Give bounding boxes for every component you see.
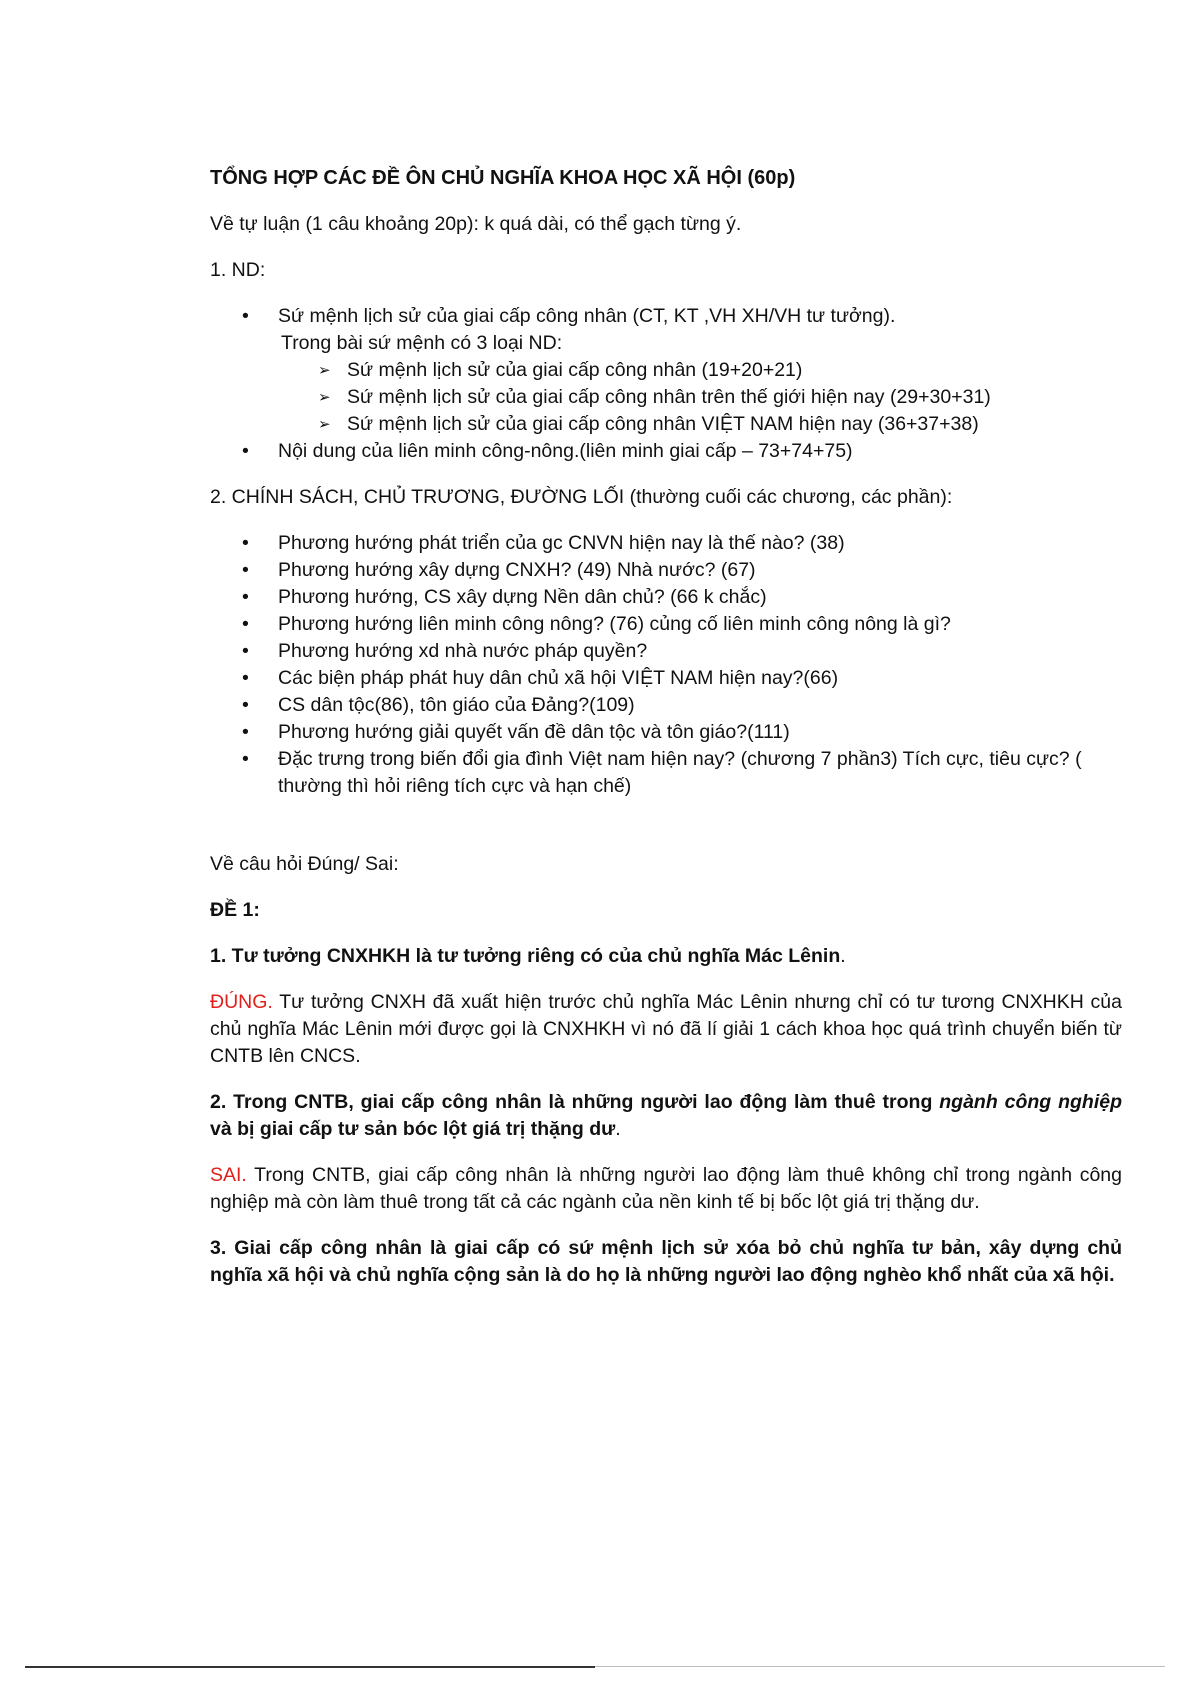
question-1-text: 1. Tư tưởng CNXHKH là tư tưởng riêng có của chủ nghĩa Mác Lênin: [210, 945, 841, 967]
footer-divider-accent: [25, 1666, 595, 1668]
section2-list: [210, 530, 1122, 800]
answer-1-verdict: ĐÚNG.: [210, 991, 273, 1013]
list-item: • Nội dung của liên minh công-nông.(liên minh giai cấp – 73+74+75): [210, 438, 1122, 465]
answer-2-text: Trong CNTB, giai cấp công nhân là những người lao động làm thuê không chỉ trong ngành công nghiệp mà còn làm thuê trong tất cả các ngành của nền kinh tế bị bốc lột giá trị thặng dư.: [210, 1164, 1122, 1213]
document-title: TỔNG HỢP CÁC ĐỀ ÔN CHỦ NGHĨA KHOA HỌC XÃ HỘI (60p): [210, 167, 796, 189]
document-page: [210, 165, 1122, 1308]
answer-1-text: Tư tưởng CNXH đã xuất hiện trước chủ nghĩa Mác Lênin nhưng chỉ có tư tương CNXHKH của chủ nghĩa Mác Lênin mới được gọi là CNXHKH vì nó đã lí giải 1 cách khoa học quá trình chuyển biến từ CNTB lên CNCS.: [210, 991, 1122, 1067]
sub-list: [278, 357, 1122, 438]
question-1-end: .: [840, 945, 846, 967]
question-2: [210, 1089, 1122, 1143]
list-item: • Phương hướng, CS xây dựng Nền dân chủ? (66 k chắc): [210, 584, 1122, 611]
sub-list-item: ➢ Sứ mệnh lịch sử của giai cấp công nhân VIỆT NAM hiện nay (36+37+38): [278, 411, 1122, 438]
question-2-part2: và bị giai cấp tư sản bóc lột giá trị thặng dư: [210, 1118, 616, 1140]
spacer: [210, 819, 1122, 851]
essay-intro: Về tự luận (1 câu khoảng 20p): k quá dài, có thể gạch từng ý.: [210, 213, 742, 235]
answer-2: [210, 1162, 1122, 1216]
list-item: • Các biện pháp phát huy dân chủ xã hội VIỆT NAM hiện nay?(66): [210, 665, 1122, 692]
list-item: • Phương hướng xd nhà nước pháp quyền?: [210, 638, 1122, 665]
sub-list-item: ➢ Sứ mệnh lịch sử của giai cấp công nhân trên thế giới hiện nay (29+30+31): [278, 384, 1122, 411]
list-item-note: Trong bài sứ mệnh có 3 loại ND:: [281, 332, 563, 354]
list-item: • Phương hướng giải quyết vấn đề dân tộc và tôn giáo?(111): [210, 719, 1122, 746]
question-2-part1: 2. Trong CNTB, giai cấp công nhân là những người lao động làm thuê trong: [210, 1091, 940, 1113]
sub-list-item: ➢ Sứ mệnh lịch sử của giai cấp công nhân (19+20+21): [278, 357, 1122, 384]
section1-list: [210, 303, 1122, 465]
list-item: [210, 303, 1122, 438]
section1-heading: 1. ND:: [210, 259, 266, 281]
list-item: • Phương hướng xây dựng CNXH? (49) Nhà nước? (67): [210, 557, 1122, 584]
list-item: • CS dân tộc(86), tôn giáo của Đảng?(109): [210, 692, 1122, 719]
list-item: • Phương hướng phát triển của gc CNVN hiện nay là thế nào? (38): [210, 530, 1122, 557]
question-3: 3. Giai cấp công nhân là giai cấp có sứ mệnh lịch sử xóa bỏ chủ nghĩa tư bản, xây dựng chủ nghĩa xã hội và chủ nghĩa cộng sản là do họ là những người lao động nghèo khổ nhất của xã hội.: [210, 1237, 1122, 1286]
question-2-italic: ngành công nghiệp: [939, 1091, 1122, 1113]
list-item: • Phương hướng liên minh công nông? (76) củng cố liên minh công nông là gì?: [210, 611, 1122, 638]
list-item-text: • Sứ mệnh lịch sử của giai cấp công nhân (CT, KT ,VH XH/VH tư tưởng).: [278, 305, 896, 327]
answer-2-verdict: SAI.: [210, 1164, 247, 1186]
answer-1: [210, 989, 1122, 1070]
question-1: [210, 943, 1122, 970]
exam1-heading: ĐỀ 1:: [210, 899, 260, 921]
question-2-end: .: [615, 1118, 621, 1140]
true-false-heading: Về câu hỏi Đúng/ Sai:: [210, 853, 399, 875]
list-item: • Đặc trưng trong biến đổi gia đình Việt nam hiện nay? (chương 7 phần3) Tích cực, tiêu cực? ( thường thì hỏi riêng tích cực và hạn chế): [210, 746, 1122, 800]
section2-heading: 2. CHÍNH SÁCH, CHỦ TRƯƠNG, ĐƯỜNG LỐI (thường cuối các chương, các phần):: [210, 486, 953, 508]
